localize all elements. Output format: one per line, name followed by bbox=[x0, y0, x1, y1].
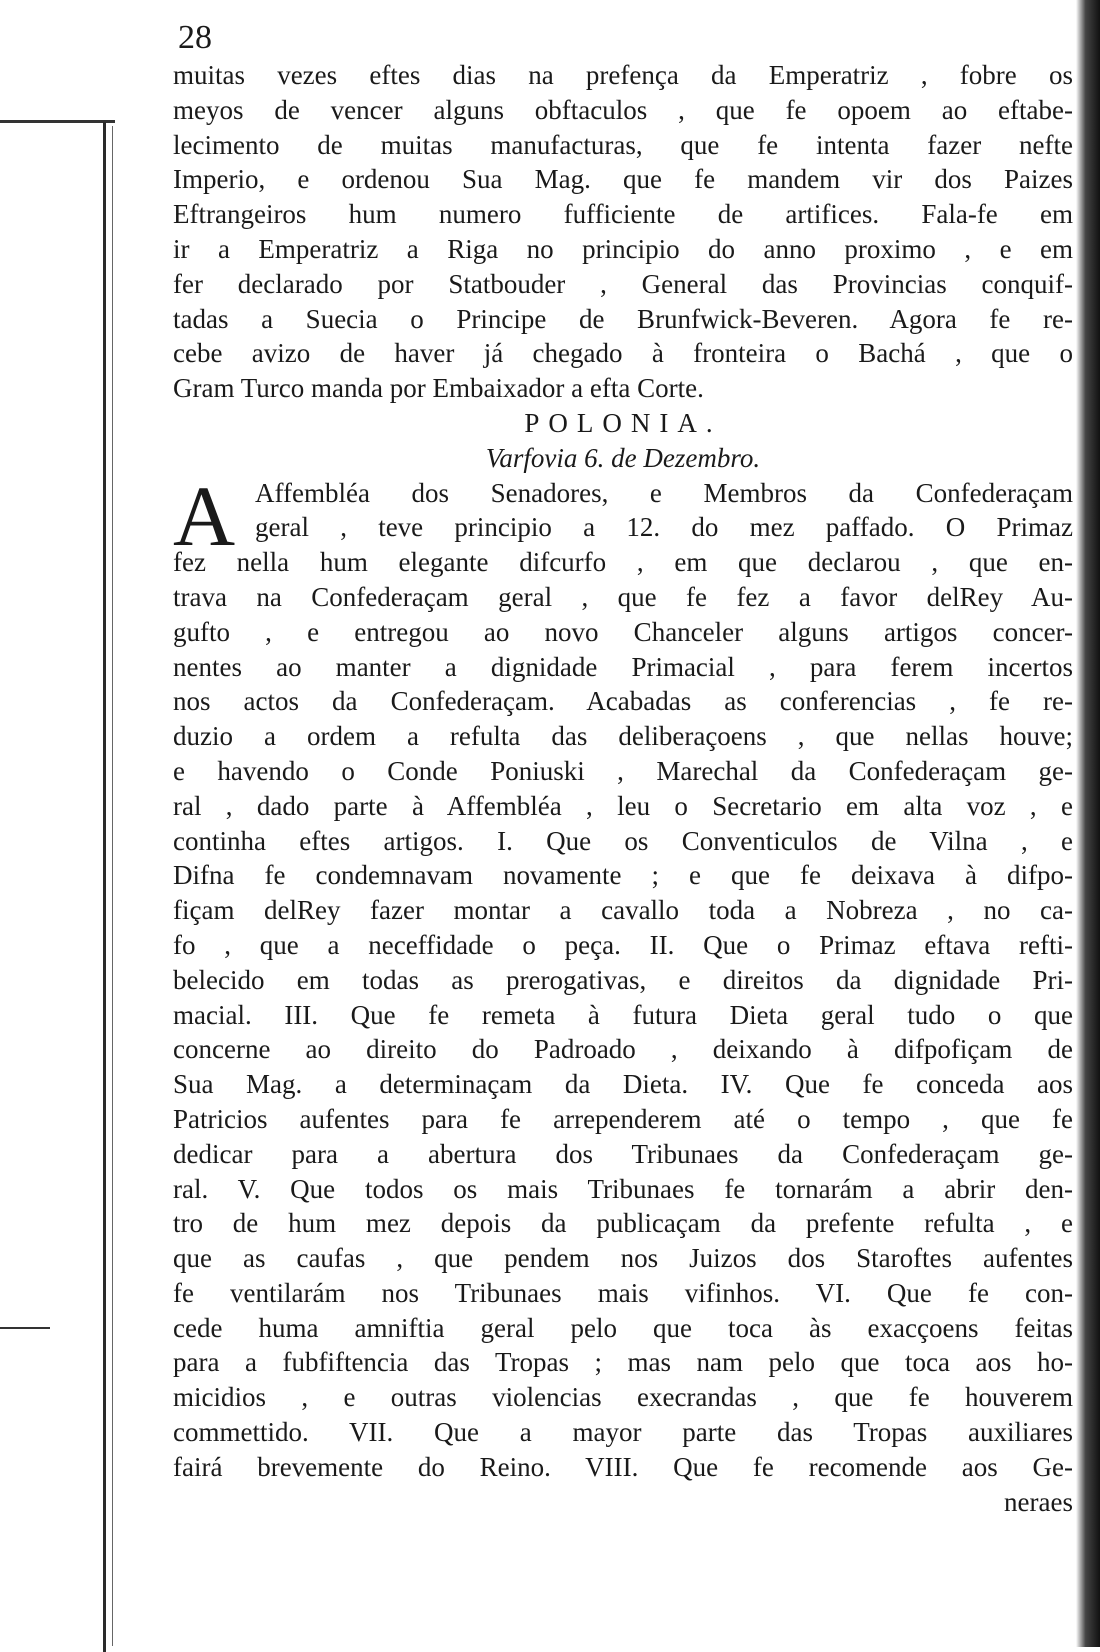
text-line: nentes ao manter a dignidade Primacial , para ferem incertos bbox=[173, 651, 1073, 682]
text-line: lecimento de muitas manufacturas, que fe intenta fazer nefte bbox=[173, 129, 1073, 160]
text-line: commettido. VII. Que a mayor parte das Tropas auxiliares bbox=[173, 1417, 1073, 1448]
text-line: para a fubfiftencia das Tropas ; mas nam pelo que toca aos ho- bbox=[173, 1347, 1073, 1378]
text-line: geral , teve principio a 12. do mez paffado. O Primaz bbox=[255, 512, 1073, 543]
text-line: fe ventilarám nos Tribunaes mais vifinhos. VI. Que fe con- bbox=[173, 1277, 1073, 1308]
text-line: continha eftes artigos. I. Que os Conventiculos de Vilna , e bbox=[173, 825, 1073, 856]
text-line: nos actos da Confederaçam. Acabadas as conferencias , fe re- bbox=[173, 686, 1073, 717]
text-line: ral , dado parte à Affembléa , leu o Secretario em alta voz , e bbox=[173, 790, 1073, 821]
page-border-left-inner bbox=[112, 126, 113, 1646]
text-line: que as caufas , que pendem nos Juizos dos Staroftes aufentes bbox=[173, 1243, 1073, 1274]
text-line: Affembléa dos Senadores, e Membros da Confederaçam bbox=[255, 477, 1073, 508]
text-line: fez nella hum elegante difcurfo , em que declarou , que en- bbox=[173, 547, 1073, 578]
text-line: Sua Mag. a determinaçam da Dieta. IV. Que fe conceda aos bbox=[173, 1069, 1073, 1100]
dateline: Varfovia 6. de Dezembro. bbox=[485, 442, 761, 473]
text-line: fiçam delRey fazer montar a cavallo toda a Nobreza , no ca- bbox=[173, 895, 1073, 926]
drop-cap: A bbox=[173, 467, 236, 564]
text-line: ir a Emperatriz a Riga no principio do anno proximo , e em bbox=[173, 233, 1073, 264]
text-line: trava na Confederaçam geral , que fe fez a favor delRey Au- bbox=[173, 581, 1073, 612]
text-line: Difna fe condemnavam novamente ; e que fe deixava à difpo- bbox=[173, 860, 1073, 891]
page-border-mark bbox=[0, 1327, 50, 1329]
text-line: concerne ao direito do Padroado , deixando à difpofiçam de bbox=[173, 1034, 1073, 1065]
text-line: e havendo o Conde Poniuski , Marechal da Confederaçam ge- bbox=[173, 755, 1073, 786]
text-line: tadas a Suecia o Principe de Brunfwick-Beveren. Agora fe re- bbox=[173, 303, 1073, 334]
text-line: Gram Turco manda por Embaixador a efta Corte. bbox=[173, 373, 704, 404]
article-paragraph bbox=[173, 467, 1073, 1485]
text-line: dedicar para a abertura dos Tribunaes da Confederaçam ge- bbox=[173, 1138, 1073, 1169]
text-line: gufto , e entregou ao novo Chanceler alguns artigos concer- bbox=[173, 616, 1073, 647]
text-line: fairá brevemente do Reino. VIII. Que fe recomende aos Ge- bbox=[173, 1451, 1073, 1482]
text-line: micidios , e outras violencias execrandas , que fe houverem bbox=[173, 1382, 1073, 1413]
text-line: fo , que a neceffidade o peça. II. Que o Primaz eftava refti- bbox=[173, 929, 1073, 960]
text-line: fer declarado por Statbouder , General das Provincias conquif- bbox=[173, 268, 1073, 299]
intro-paragraph bbox=[173, 58, 1073, 406]
text-line: tro de hum mez depois da publicaçam da prefente refulta , e bbox=[173, 1208, 1073, 1239]
page-border-top-left bbox=[0, 120, 115, 123]
text-line: Imperio, e ordenou Sua Mag. que fe mandem vir dos Paizes bbox=[173, 164, 1073, 195]
text-line: macial. III. Que fe remeta à futura Dieta geral tudo o que bbox=[173, 999, 1073, 1030]
text-line: muitas vezes eftes dias na prefença da Emperatriz , fobre os bbox=[173, 60, 1073, 90]
page-edge-shadow bbox=[1076, 0, 1100, 1647]
page-text bbox=[173, 58, 1073, 1519]
text-line: cede huma amniftia geral pelo que toca às exacçoens feitas bbox=[173, 1312, 1073, 1343]
text-line: meyos de vencer alguns obftaculos , que fe opoem ao eftabe- bbox=[173, 94, 1073, 125]
catchword: neraes bbox=[1004, 1486, 1073, 1517]
text-line: belecido em todas as prerogativas, e direitos da dignidade Pri- bbox=[173, 964, 1073, 995]
section-heading: POLONIA. bbox=[524, 407, 722, 438]
text-line: Eftrangeiros hum numero fufficiente de artifices. Fala-fe em bbox=[173, 199, 1073, 230]
text-line: duzio a ordem a refulta das deliberaçoens , que nellas houve; bbox=[173, 721, 1073, 752]
text-line: ral. V. Que todos os mais Tribunaes fe tornarám a abrir den- bbox=[173, 1173, 1073, 1204]
page-border-left bbox=[103, 122, 106, 1652]
page-number: 28 bbox=[178, 19, 212, 56]
text-line: cebe avizo de haver já chegado à fronteira o Bachá , que o bbox=[173, 338, 1073, 369]
text-line: Patricios aufentes para fe arrependerem até o tempo , que fe bbox=[173, 1103, 1073, 1134]
